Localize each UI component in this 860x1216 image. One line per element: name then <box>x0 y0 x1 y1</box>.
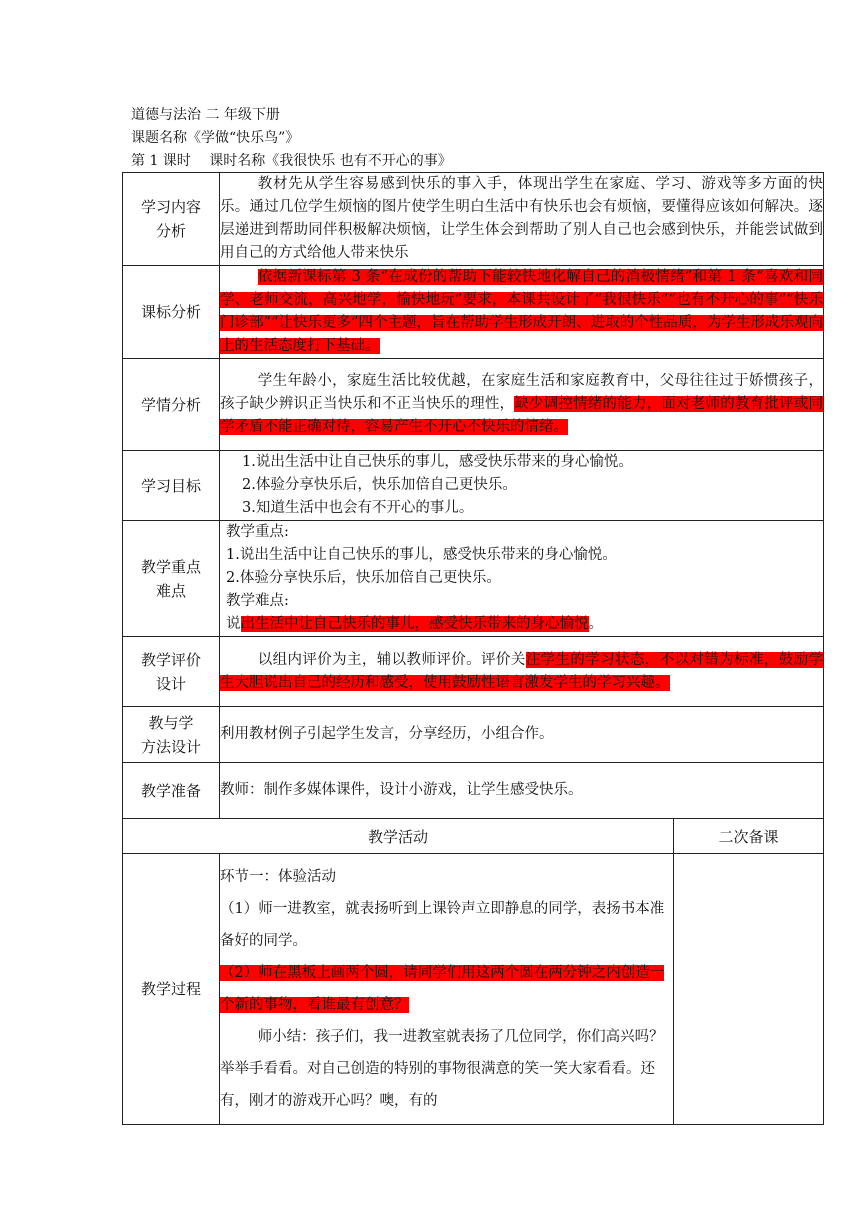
lesson-name-line: 第 1 课时 课时名称《我很快乐 也有不开心的事》 <box>131 153 452 169</box>
label-key-difficult-points: 教学重点 难点 <box>123 521 220 637</box>
row-key-difficult-points <box>123 521 824 637</box>
row-content-analysis <box>123 173 824 266</box>
goal-item: 3.知道生活中也会有不开心的事儿。 <box>242 500 474 516</box>
process-step-2: （2）师在黑板上画两个圆，请同学们用这两个圆在两分钟之内创造一个新的事物，看谁最有创意？ <box>220 965 665 1013</box>
second-prep-cell <box>674 854 824 1125</box>
difficulty-title: 教学难点: <box>226 593 289 609</box>
label-learning-goals: 学习目标 <box>123 451 220 521</box>
lesson-plan-table <box>122 172 824 1125</box>
difficulty-text: 说出生活中让自己快乐的事儿，感受快乐带来的身心愉悦。 <box>226 616 603 632</box>
focus-item: 2.体验分享快乐后，快乐加倍自己更快乐。 <box>226 570 501 586</box>
focus-title: 教学重点: <box>226 524 289 540</box>
row-teaching-process <box>123 854 824 1125</box>
process-step-1: （1）师一进教室，就表扬听到上课铃声立即静息的同学，表扬书本准备好的同学。 <box>220 901 665 949</box>
label-method-design: 教与学 方法设计 <box>123 707 220 763</box>
difficulty-highlight: 出生活中让自己快乐的事儿，感受快乐带来的身心愉悦 <box>240 616 589 632</box>
method-design-text: 利用教材例子引起学生发言，分享经历，小组合作。 <box>220 707 824 763</box>
header-second-prep: 二次备课 <box>674 819 824 854</box>
label-teaching-process: 教学过程 <box>123 854 220 1125</box>
label-evaluation-design: 教学评价 设计 <box>123 637 220 707</box>
standard-highlight: 依据新课标第 3 条“在成份的帮助下能较快地化解自己的消极情绪”和第 1 条“喜欢和同学、老师交流，高兴地学，愉快地玩”要求，本课共设计了“我很快乐”“也有不开心的事”“快乐门诊部”“让快乐更多”四个主题，旨在帮助学生形成开朗、进取的个性品质，为学生形成乐观向上的生活态度打下基础。 <box>220 269 823 354</box>
topic-name-line: 课题名称《学做“快乐鸟”》 <box>131 130 300 146</box>
process-section-title: 环节一：体验活动 <box>220 869 336 885</box>
row-standard-analysis <box>123 266 824 359</box>
row-activity-header <box>123 819 824 854</box>
goal-item: 2.体验分享快乐后，快乐加倍自己更快乐。 <box>242 477 517 493</box>
learner-analysis-text: 学生年龄小，家庭生活比较优越，在家庭生活和家庭教育中，父母往往过于娇惯孩子，孩子缺少辨识正当快乐和不正当快乐的理性，缺少调控情绪的能力，面对老师的教育批评或同学矛盾不能正确对待，容易产生不开心不快乐的情绪。 <box>220 359 824 451</box>
evaluation-highlight: 注学生的学习状态，不以对错为标准，鼓励学生大胆说出自己的经历和感受，使用鼓励性语言激发学生的学习兴趣。 <box>220 651 824 691</box>
label-standard-analysis: 课标分析 <box>123 266 220 359</box>
learning-goals-list <box>220 451 824 521</box>
teaching-prep-text: 教师：制作多媒体课件，设计小游戏，让学生感受快乐。 <box>220 763 824 819</box>
label-teaching-prep: 教学准备 <box>123 763 220 819</box>
row-method-design <box>123 707 824 763</box>
row-evaluation-design <box>123 637 824 707</box>
label-learner-analysis: 学情分析 <box>123 359 220 451</box>
label-content-analysis: 学习内容 分析 <box>123 173 220 266</box>
focus-item: 1.说出生活中让自己快乐的事儿，感受快乐带来的身心愉悦。 <box>226 547 617 563</box>
row-learning-goals <box>123 451 824 521</box>
row-teaching-prep <box>123 763 824 819</box>
learner-highlight: 缺少调控情绪的能力，面对老师的教育批评或同学矛盾不能正确对待，容易产生不开心不快乐的情绪。 <box>220 396 823 435</box>
evaluation-design-text: 以组内评价为主，辅以教师评价。评价关注学生的学习状态，不以对错为标准，鼓励学生大胆说出自己的经历和感受，使用鼓励性语言激发学生的学习兴趣。 <box>220 637 824 707</box>
subject-grade-line: 道德与法治 二 年级下册 <box>131 107 280 123</box>
header-teaching-activity: 教学活动 <box>123 819 674 854</box>
teaching-process-text <box>220 854 674 1125</box>
process-summary: 师小结：孩子们，我一进教室就表扬了几位同学，你们高兴吗？举举手看看。对自己创造的特别的事物很满意的笑一笑大家看看。还有，刚才的游戏开心吗？噢，有的 <box>220 1029 664 1109</box>
standard-analysis-text <box>220 266 824 359</box>
goal-item: 1.说出生活中让自己快乐的事儿，感受快乐带来的身心愉悦。 <box>242 454 633 470</box>
row-learner-analysis <box>123 359 824 451</box>
key-difficult-points-text <box>220 521 824 637</box>
content-analysis-text: 教材先从学生容易感到快乐的事入手，体现出学生在家庭、学习、游戏等多方面的快乐。通过几位学生烦恼的图片使学生明白生活中有快乐也会有烦恼，要懂得应该如何解决。逐层递进到帮助同伴积极解决烦恼，让学生体会到帮助了别人自己也会感到快乐，并能尝试做到用自己的方式给他人带来快乐 <box>220 173 824 266</box>
